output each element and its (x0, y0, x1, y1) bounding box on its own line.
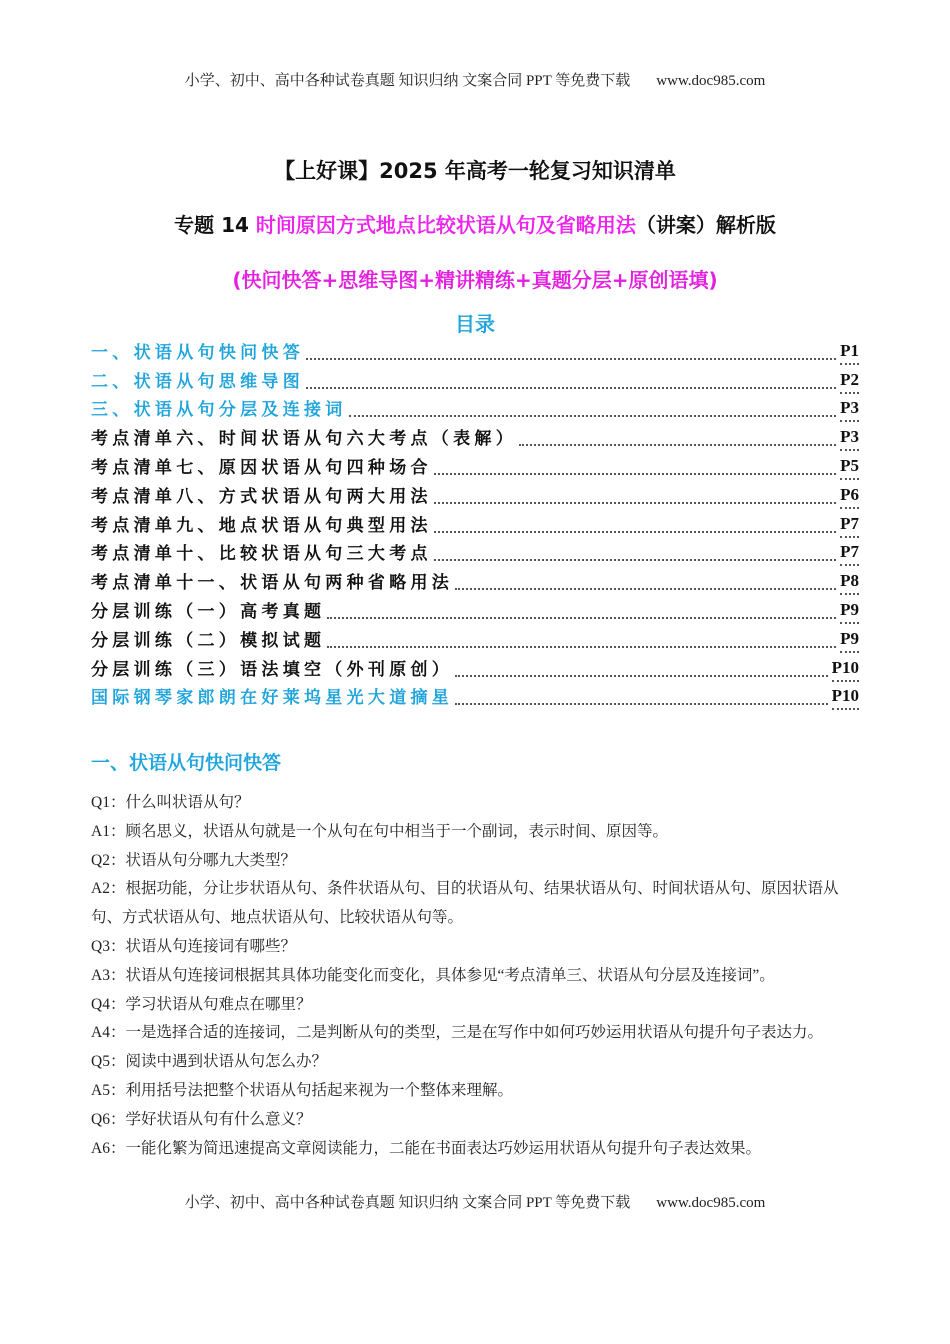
answer: A3：状语从句连接词根据其具体功能变化而变化，具体参见“考点清单三、状语从句分层及连接词”。 (91, 966, 775, 984)
toc-leader-dots (306, 387, 836, 389)
toc-leader-dots (349, 415, 837, 417)
toc-item-page[interactable]: P2 (840, 368, 859, 394)
toc-leader-dots (434, 559, 836, 561)
toc-item-label[interactable]: 考点清单八、方式状语从句两大用法 (91, 486, 432, 507)
page-header (0, 69, 950, 90)
answer: A2：根据功能，分让步状语从句、条件状语从句、目的状语从句、结果状语从句、时间状语从句、原因状语从句、方式状语从句、地点状语从句、比较状语从句等。 (91, 880, 839, 927)
toc-item[interactable] (91, 336, 859, 365)
question: Q4：学习状语从句难点在哪里？ (91, 995, 312, 1013)
toc-item-label[interactable]: 考点清单九、地点状语从句典型用法 (91, 515, 432, 536)
question: Q1：什么叫状语从句？ (91, 794, 250, 811)
toc-item[interactable] (91, 451, 859, 480)
toc-item-page[interactable]: P9 (840, 598, 859, 624)
toc-item-label[interactable]: 三、状语从句分层及连接词 (91, 400, 347, 421)
toc-item[interactable] (91, 624, 859, 653)
toc-item[interactable] (91, 653, 859, 682)
toc-item[interactable] (91, 509, 859, 538)
toc-item-label[interactable]: 二、状语从句思维导图 (91, 371, 304, 392)
toc-leader-dots (434, 531, 836, 533)
toc-leader-dots (327, 617, 836, 619)
toc-leader-dots (455, 675, 828, 677)
header-url[interactable]: www.doc985.com (656, 73, 766, 89)
toc-item-page[interactable]: P9 (840, 627, 859, 653)
document-subtitle (0, 209, 950, 238)
toc-item-label[interactable]: 考点清单七、原因状语从句四种场合 (91, 457, 432, 478)
qa-list (91, 789, 859, 1163)
toc-item-label[interactable]: 考点清单十一、状语从句两种省略用法 (91, 573, 454, 594)
toc-item-page[interactable]: P3 (840, 425, 859, 451)
toc-leader-dots (455, 588, 836, 590)
answer: A1：顾名思义，状语从句就是一个从句在句中相当于一个副词，表示时间、原因等。 (91, 822, 668, 840)
toc-leader-dots (434, 502, 836, 504)
toc-item[interactable] (91, 566, 859, 595)
toc-item[interactable] (91, 595, 859, 624)
toc-item-label[interactable]: 分层训练（二）模拟试题 (91, 630, 326, 651)
question: Q2：状语从句分哪九大类型？ (91, 851, 296, 869)
subtitle-suffix: （讲案）解析版 (635, 213, 776, 237)
toc-item-page[interactable]: P7 (840, 512, 859, 538)
subtitle-topic: 时间原因方式地点比较状语从句及省略用法 (255, 213, 636, 237)
answer: A5：利用括号法把整个状语从句括起来视为一个整体来理解。 (91, 1081, 513, 1099)
toc-item-page[interactable]: P8 (840, 569, 859, 595)
toc-item-page[interactable]: P10 (832, 684, 859, 710)
toc-item[interactable] (91, 682, 859, 711)
toc-item-label[interactable]: 一、状语从句快问快答 (91, 342, 304, 363)
toc-item[interactable] (91, 422, 859, 451)
question: Q6：学好状语从句有什么意义？ (91, 1110, 312, 1128)
toc-leader-dots (306, 358, 836, 360)
toc-item-page[interactable]: P1 (840, 339, 859, 365)
subtitle-prefix: 专题 14 (174, 213, 256, 237)
toc-item-label[interactable]: 分层训练（三）语法填空（外刊原创） (91, 659, 454, 680)
document-title: 【上好课】2025 年高考一轮复习知识清单 (274, 159, 676, 183)
features-line: (快问快答+思维导图+精讲精练+真题分层+原创语填) (232, 268, 718, 292)
footer-text: 小学、初中、高中各种试卷真题 知识归纳 文案合同 PPT 等免费下载 (184, 1195, 631, 1211)
question: Q3：状语从句连接词有哪些？ (91, 937, 296, 955)
toc-item-label[interactable]: 考点清单十、比较状语从句三大考点 (91, 544, 432, 565)
section-heading: 一、状语从句快问快答 (91, 752, 282, 774)
toc-item[interactable] (91, 365, 859, 394)
toc-item[interactable] (91, 538, 859, 567)
header-text: 小学、初中、高中各种试卷真题 知识归纳 文案合同 PPT 等免费下载 (184, 73, 631, 89)
toc-leader-dots (455, 703, 828, 705)
table-of-contents (91, 336, 859, 710)
answer: A4：一是选择合适的连接词，二是判断从句的类型，三是在写作中如何巧妙运用状语从句提升句子表达力。 (91, 1024, 823, 1042)
toc-item-label[interactable]: 国际钢琴家郎朗在好莱坞星光大道摘星 (91, 688, 454, 709)
toc-item-page[interactable]: P5 (840, 454, 859, 480)
toc-item-page[interactable]: P6 (840, 483, 859, 509)
toc-item-page[interactable]: P7 (840, 540, 859, 566)
toc-item-label[interactable]: 考点清单六、时间状语从句六大考点（表解） (91, 429, 517, 450)
page-footer (0, 1191, 950, 1212)
toc-item-label[interactable]: 分层训练（一）高考真题 (91, 601, 326, 622)
toc-leader-dots (327, 646, 836, 648)
toc-item[interactable] (91, 480, 859, 509)
toc-item[interactable] (91, 394, 859, 423)
toc-item-page[interactable]: P10 (832, 656, 859, 682)
footer-url[interactable]: www.doc985.com (656, 1195, 766, 1211)
toc-leader-dots (434, 473, 836, 475)
toc-title: 目录 (455, 312, 495, 336)
question: Q5：阅读中遇到状语从句怎么办？ (91, 1053, 327, 1071)
toc-item-page[interactable]: P3 (840, 396, 859, 422)
answer: A6：一能化繁为简迅速提高文章阅读能力，二能在书面表达巧妙运用状语从句提升句子表达效果。 (91, 1139, 761, 1157)
toc-leader-dots (519, 444, 836, 446)
